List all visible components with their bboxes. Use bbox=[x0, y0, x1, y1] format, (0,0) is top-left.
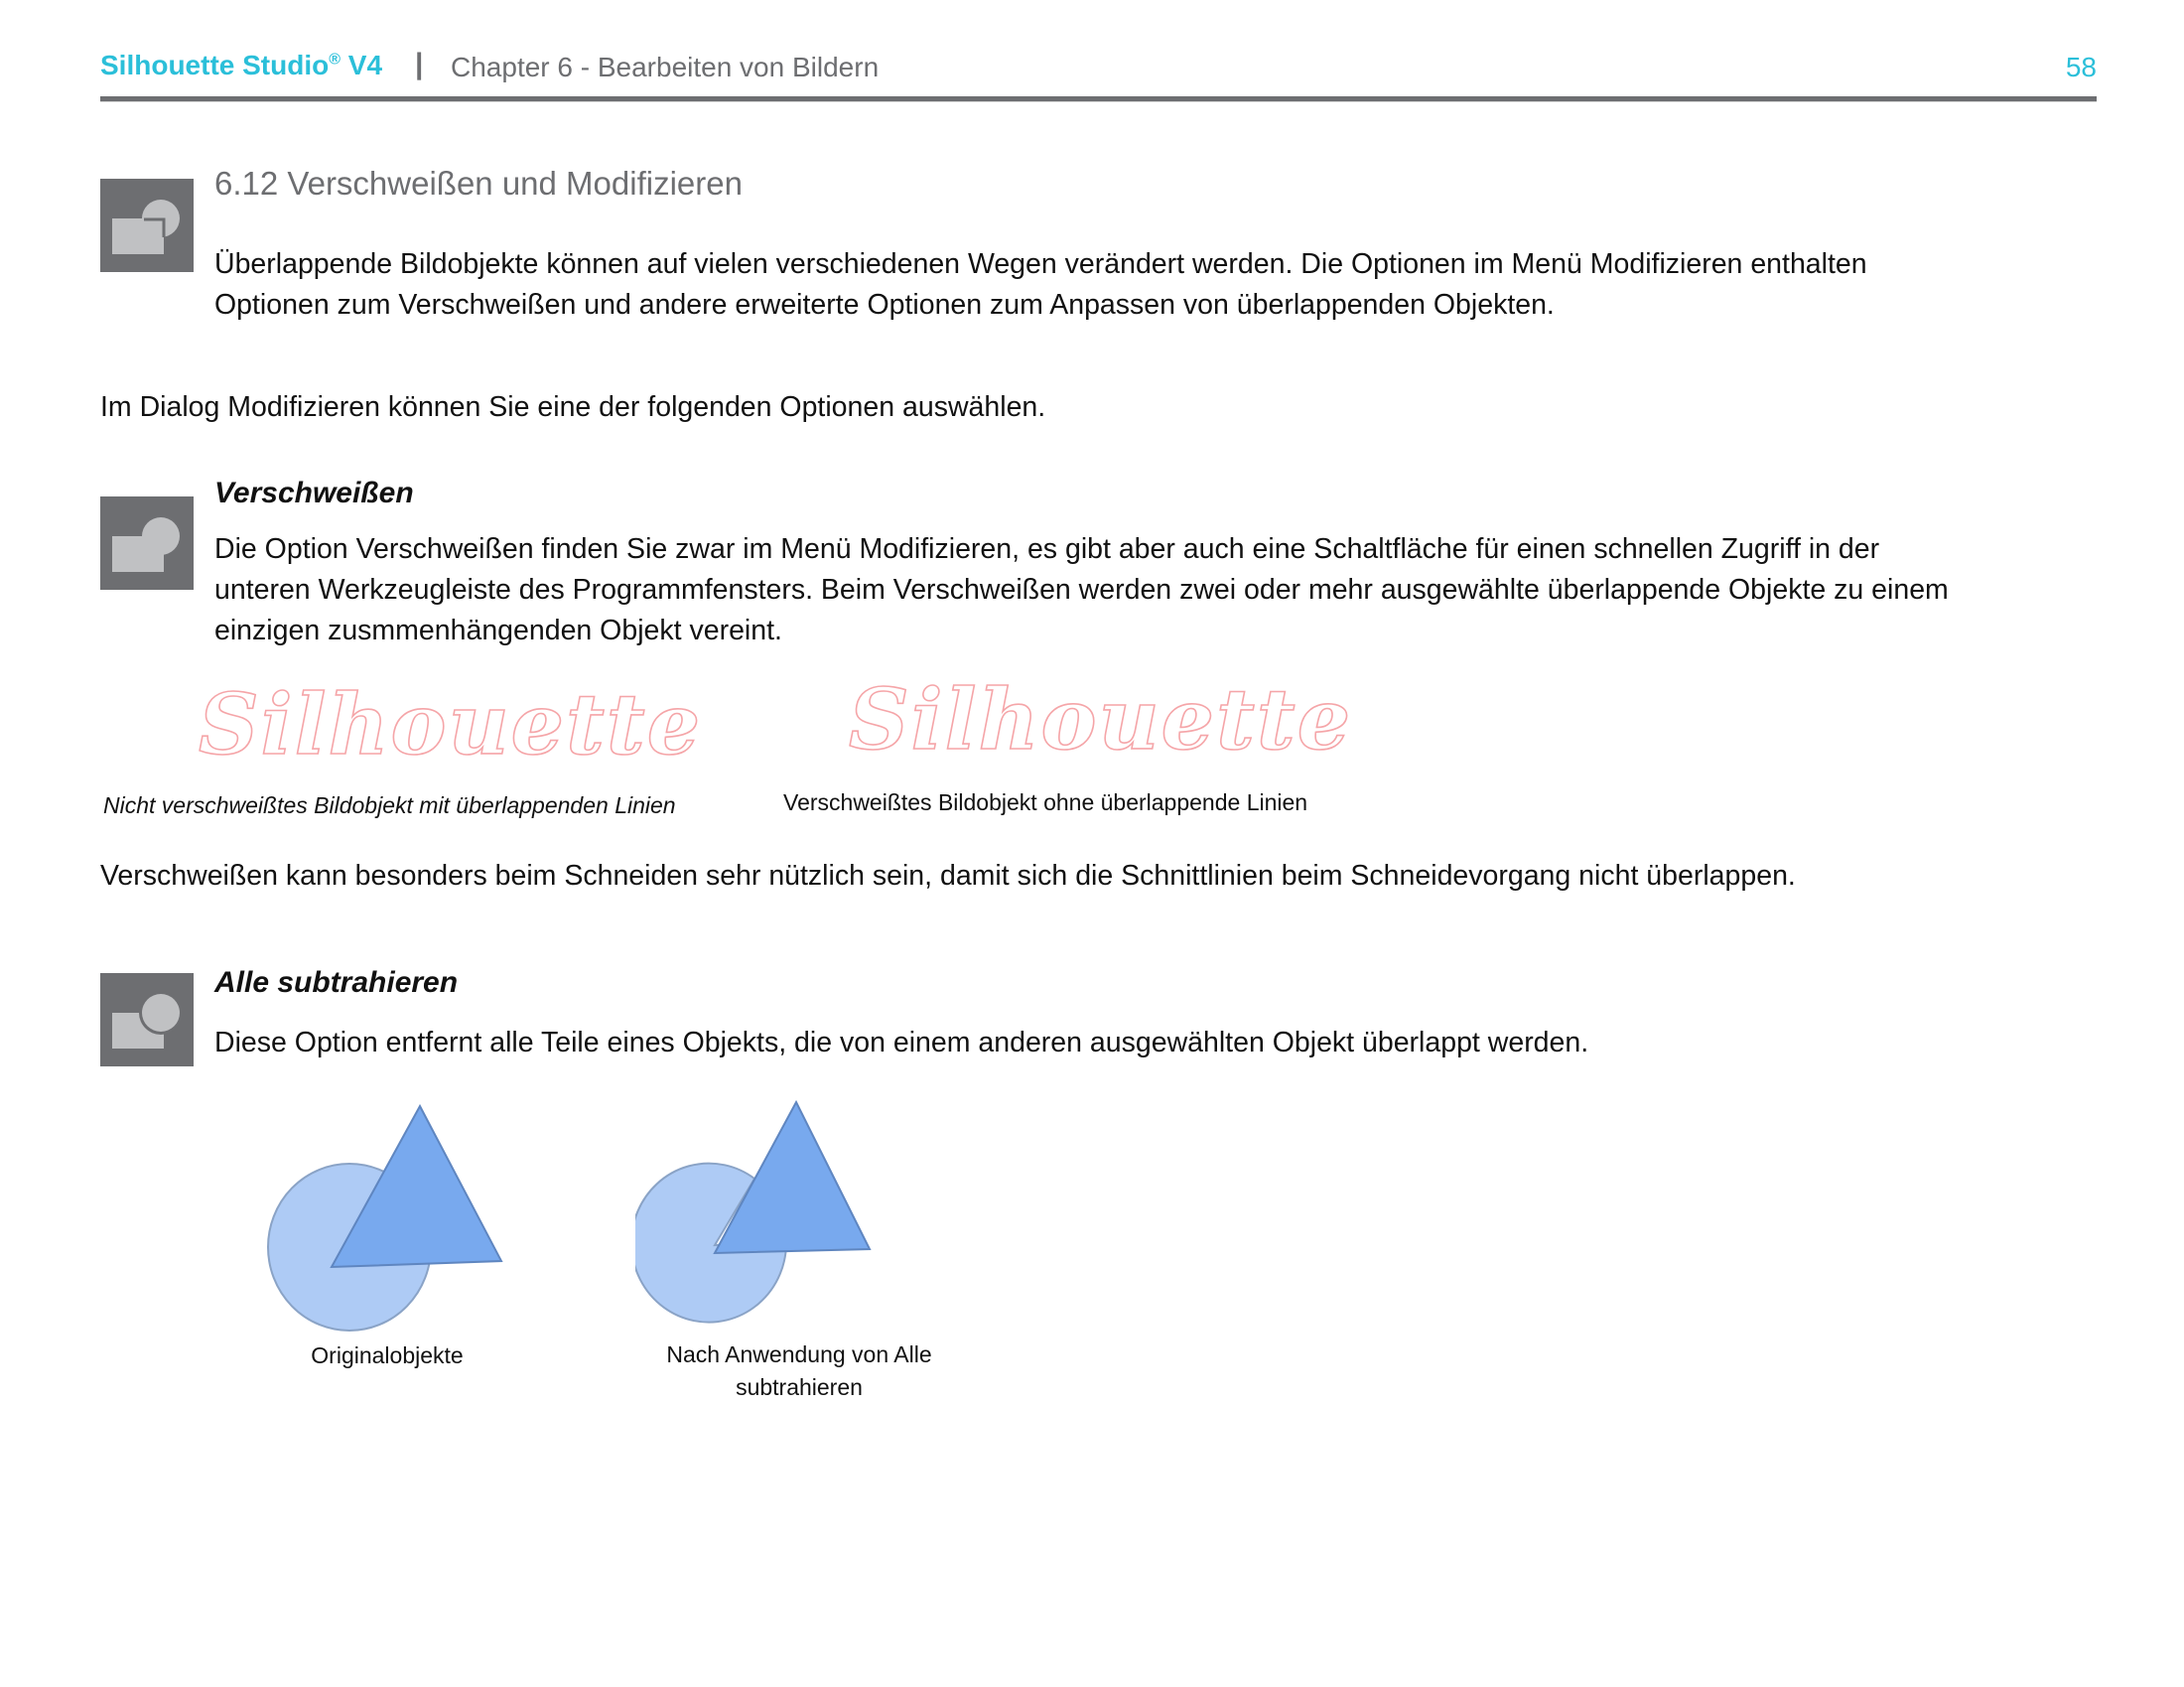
welded-caption: Verschweißtes Bildobjekt ohne überlappende Linien bbox=[783, 789, 1308, 815]
brand-name: Silhouette Studio bbox=[100, 50, 330, 80]
unwelded-silhouette-image: Silhouette bbox=[199, 675, 703, 773]
section-intro bbox=[214, 244, 2101, 326]
weld-icon bbox=[100, 496, 194, 590]
unwelded-caption: Nicht verschweißtes Bildobjekt mit überlappenden Linien bbox=[103, 792, 676, 818]
intro-line: Überlappende Bildobjekte können auf vielen verschiedenen Wegen verändert werden. Die Optionen im Menü Modifizieren enthalten bbox=[214, 248, 1867, 280]
original-objects-figure bbox=[258, 1092, 516, 1340]
welded-silhouette-image: Silhouette bbox=[849, 670, 1353, 769]
weld-line: unteren Werkzeugleiste des Programmfensters. Beim Verschweißen werden zwei oder mehr ausgewählte überlappende Objekte zu einem bbox=[214, 574, 1949, 606]
caption-line: subtrahieren bbox=[736, 1374, 863, 1400]
weld-line: einzigen zusmmenhängenden Objekt vereint. bbox=[214, 615, 782, 646]
weld-note: Verschweißen kann besonders beim Schneiden sehr nützlich sein, damit sich die Schnittlinien beim Schneidevorgang nicht überlappen. bbox=[100, 860, 1796, 892]
weld-line: Die Option Verschweißen finden Sie zwar im Menü Modifizieren, es gibt aber auch eine Schaltfläche für einen schnellen Zugriff in der bbox=[214, 533, 1880, 565]
chapter-title: Chapter 6 - Bearbeiten von Bildern bbox=[451, 52, 880, 82]
subtract-all-icon bbox=[100, 973, 194, 1066]
weld-description bbox=[214, 529, 2120, 651]
header-brand bbox=[100, 50, 382, 81]
subtracted-objects-figure bbox=[635, 1092, 893, 1340]
page-number: 58 bbox=[2065, 52, 2097, 82]
caption-line: Originalobjekte bbox=[311, 1342, 464, 1368]
header-divider-shadow bbox=[100, 101, 2097, 102]
weld-title: Verschweißen bbox=[214, 477, 414, 509]
intro-line: Optionen zum Verschweißen und andere erweiterte Optionen zum Anpassen von überlappenden Objekten. bbox=[214, 289, 1555, 321]
subtract-all-description: Diese Option entfernt alle Teile eines Objekts, die von einem anderen ausgewählten Objekt überlappt werden. bbox=[214, 1027, 1589, 1058]
subtracted-objects-caption bbox=[635, 1338, 963, 1404]
registered-mark: ® bbox=[329, 51, 341, 69]
brand-version: V4 bbox=[347, 50, 383, 80]
section-title: 6.12 Verschweißen und Modifizieren bbox=[214, 165, 743, 202]
caption-line: Nach Anwendung von Alle bbox=[666, 1341, 932, 1367]
original-objects-caption bbox=[278, 1342, 496, 1369]
header-separator: | bbox=[415, 48, 424, 80]
modify-icon bbox=[100, 179, 194, 272]
dialog-note: Im Dialog Modifizieren können Sie eine der folgenden Optionen auswählen. bbox=[100, 391, 1046, 423]
subtract-all-title: Alle subtrahieren bbox=[214, 966, 459, 999]
